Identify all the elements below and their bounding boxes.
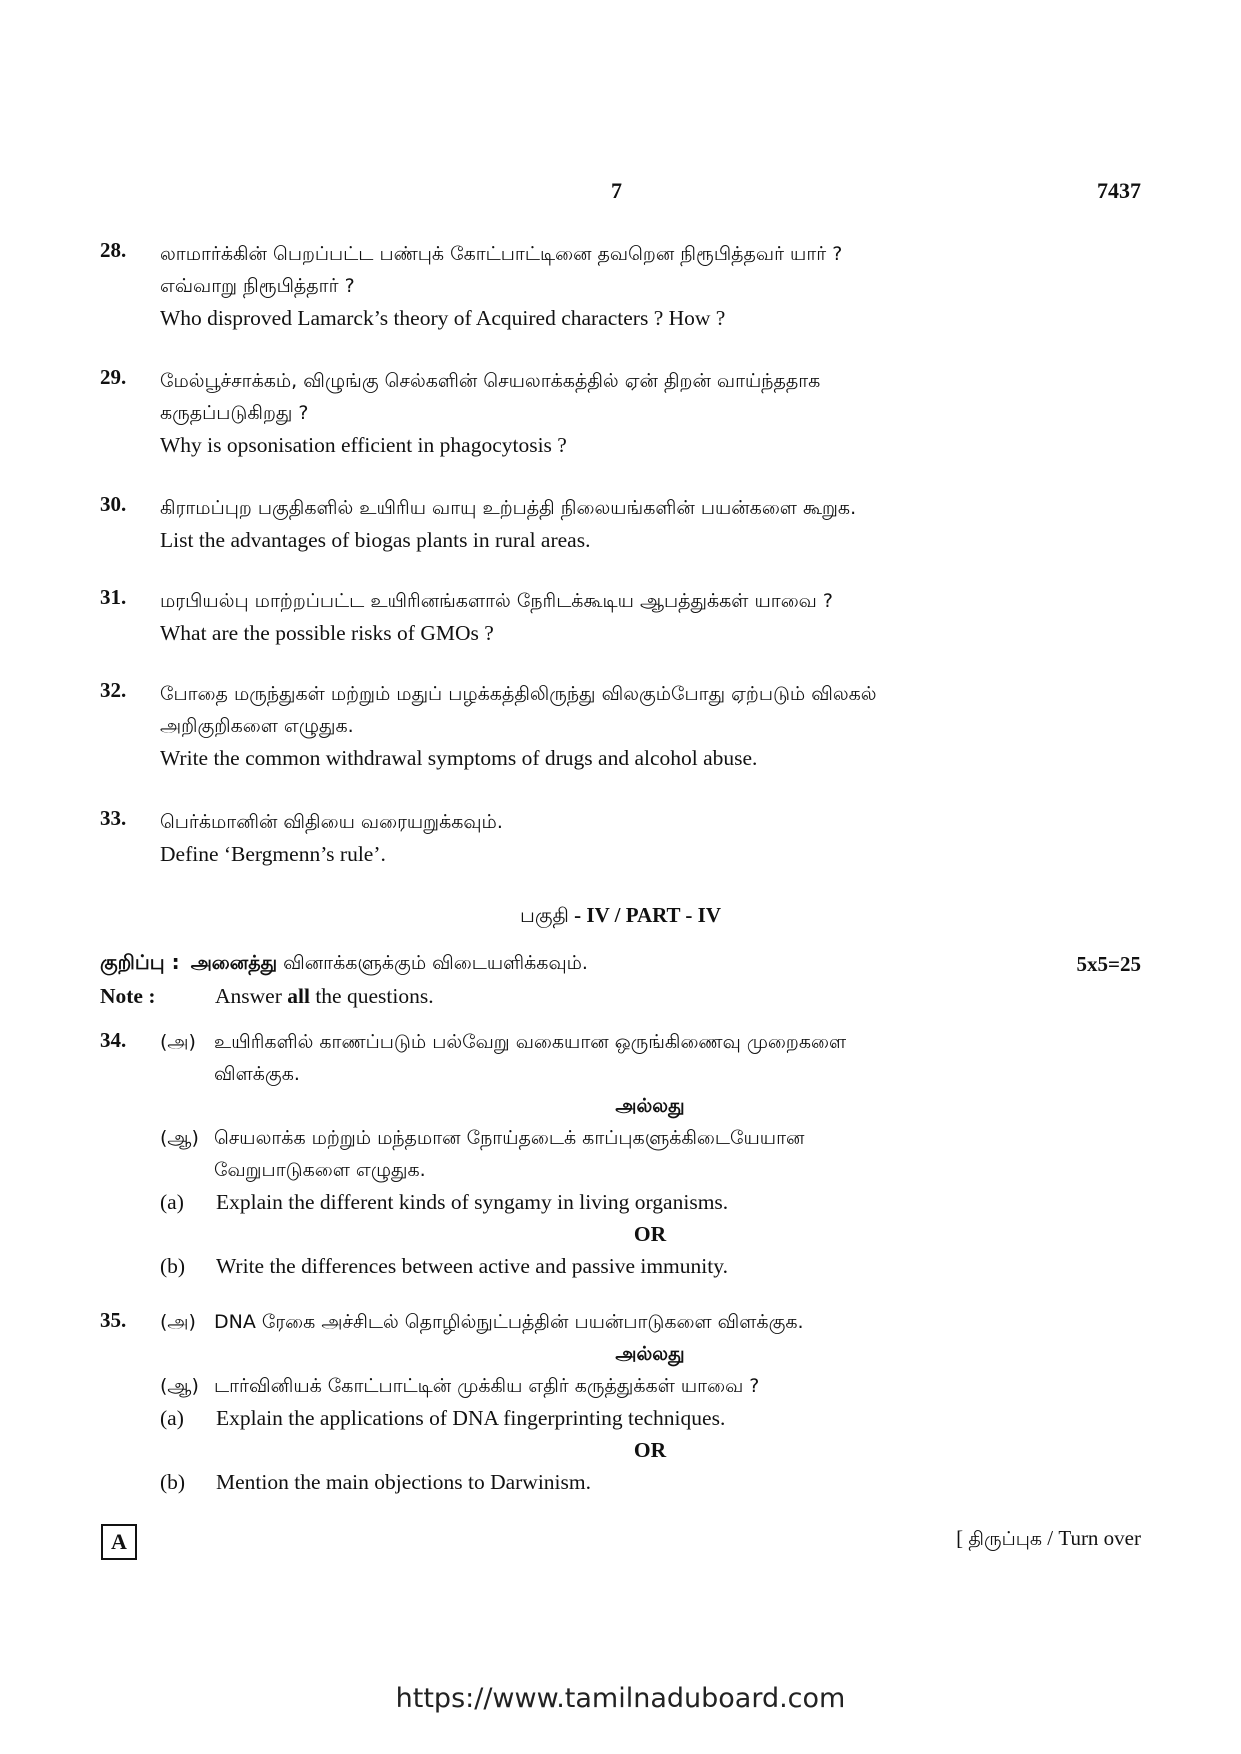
option-label: (b) xyxy=(160,1470,186,1494)
option-label: (அ) xyxy=(160,1311,196,1333)
note-label-tamil: குறிப்பு : xyxy=(100,950,180,974)
option-b-tamil xyxy=(160,1370,1140,1402)
question-29 xyxy=(100,365,1140,461)
option-a-tamil xyxy=(160,1026,1140,1090)
question-tamil-line: அறிகுறிகளை எழுதுக. xyxy=(160,715,354,737)
option-b-english xyxy=(160,1466,1140,1498)
question-tamil-line: மேல்பூச்சாக்கம், விழுங்கு செல்களின் செயலாக்கத்தில் ஏன் திறன் வாய்ந்ததாக xyxy=(160,370,821,392)
note-rest-tamil: வினாக்களுக்கும் விடையளிக்கவும். xyxy=(277,952,588,974)
note-english-pre: Answer xyxy=(215,984,288,1008)
paper-code: 7437 xyxy=(1097,178,1141,203)
question-tamil-line: கிராமப்புற பகுதிகளில் உயிரிய வாயு உற்பத்தி நிலையங்களின் பயன்களை கூறுக. xyxy=(160,497,857,519)
question-34 xyxy=(100,1026,1140,1282)
note-tamil-row xyxy=(100,950,1140,977)
option-a-english xyxy=(160,1402,1140,1434)
question-28 xyxy=(100,238,1140,334)
question-number: 30. xyxy=(100,492,127,516)
option-text-line: வேறுபாடுகளை எழுதுக. xyxy=(214,1159,426,1181)
or-english: OR xyxy=(633,1222,667,1246)
page-number: 7 xyxy=(611,178,622,203)
turn-over xyxy=(956,1526,1141,1553)
note-bold-tamil: அனைத்து xyxy=(190,952,278,974)
question-tamil-line: கருதப்படுகிறது ? xyxy=(160,402,309,424)
option-label: (ஆ) xyxy=(160,1375,199,1397)
question-tamil-line: மரபியல்பு மாற்றப்பட்ட உயிரினங்களால் நேரிடக்கூடிய ஆபத்துக்கள் யாவை ? xyxy=(160,590,833,612)
question-number: 33. xyxy=(100,806,127,830)
option-text-line: DNA ரேகை அச்சிடல் தொழில்நுட்பத்தின் பயன்பாடுகளை விளக்குக. xyxy=(214,1311,804,1333)
question-tamil-line: லாமார்க்கின் பெறப்பட்ட பண்புக் கோட்பாட்டினை தவறென நிரூபித்தவர் யார் ? xyxy=(160,243,843,265)
question-tamil-line: எவ்வாறு நிரூபித்தார் ? xyxy=(160,275,355,297)
option-text-line: விளக்குக. xyxy=(214,1063,300,1085)
question-tamil-line: பெர்க்மானின் விதியை வரையறுக்கவும். xyxy=(160,811,503,833)
or-tamil: அல்லது xyxy=(615,1095,685,1117)
question-number: 35. xyxy=(100,1308,127,1332)
part-heading-tamil: பகுதி xyxy=(519,903,569,927)
option-label: (ஆ) xyxy=(160,1127,199,1149)
marks: 5x5=25 xyxy=(1076,952,1141,976)
question-english: Write the common withdrawal symptoms of drugs and alcohol abuse. xyxy=(160,746,758,770)
question-english: What are the possible risks of GMOs ? xyxy=(160,621,494,645)
question-number: 28. xyxy=(100,238,127,262)
question-31 xyxy=(100,585,1140,649)
turn-over-english: / Turn over xyxy=(1042,1526,1141,1550)
option-label: (a) xyxy=(160,1406,184,1430)
question-english: Who disproved Lamarck’s theory of Acquired characters ? How ? xyxy=(160,306,726,330)
question-english: Define ‘Bergmenn’s rule’. xyxy=(160,842,386,866)
part-heading-english: - IV / PART - IV xyxy=(568,903,722,927)
part-heading xyxy=(0,902,1241,930)
option-text-line: செயலாக்க மற்றும் மந்தமான நோய்தடைக் காப்புகளுக்கிடையேயான xyxy=(214,1127,805,1149)
note-english-row xyxy=(100,980,1140,1012)
note-label-english: Note : xyxy=(100,984,156,1008)
option-b-tamil xyxy=(160,1122,1140,1186)
turn-over-tamil: திருப்புக xyxy=(968,1528,1043,1550)
note-english-post: the questions. xyxy=(309,984,434,1008)
series-box: A xyxy=(101,1524,137,1560)
option-text: Mention the main objections to Darwinism. xyxy=(216,1470,592,1494)
note-english-bold: all xyxy=(287,984,310,1008)
question-english: Why is opsonisation efficient in phagocytosis ? xyxy=(160,433,567,457)
option-text: Explain the different kinds of syngamy in living organisms. xyxy=(216,1190,729,1214)
question-32 xyxy=(100,678,1140,774)
question-number: 34. xyxy=(100,1028,127,1052)
option-label: (அ) xyxy=(160,1031,196,1053)
option-a-tamil xyxy=(160,1306,1140,1338)
question-tamil-line: போதை மருந்துகள் மற்றும் மதுப் பழக்கத்திலிருந்து விலகும்போது ஏற்படும் விலகல் xyxy=(160,683,877,705)
turn-over-bracket: [ xyxy=(956,1526,969,1550)
question-number: 31. xyxy=(100,585,127,609)
source-url: https://www.tamilnaduboard.com xyxy=(395,1683,846,1714)
option-a-english xyxy=(160,1186,1140,1218)
question-number: 32. xyxy=(100,678,127,702)
option-label: (b) xyxy=(160,1254,186,1278)
option-text: Explain the applications of DNA fingerprinting techniques. xyxy=(216,1406,726,1430)
question-number: 29. xyxy=(100,365,127,389)
option-b-english xyxy=(160,1250,1140,1282)
option-label: (a) xyxy=(160,1190,184,1214)
question-english: List the advantages of biogas plants in rural areas. xyxy=(160,528,591,552)
option-text: Write the differences between active and passive immunity. xyxy=(216,1254,728,1278)
or-tamil: அல்லது xyxy=(615,1343,685,1365)
option-text-line: டார்வினியக் கோட்பாட்டின் முக்கிய எதிர் கருத்துக்கள் யாவை ? xyxy=(214,1375,760,1397)
question-33 xyxy=(100,806,1140,870)
question-30 xyxy=(100,492,1140,556)
option-text-line: உயிரிகளில் காணப்படும் பல்வேறு வகையான ஒருங்கிணைவு முறைகளை xyxy=(214,1031,847,1053)
question-35 xyxy=(100,1306,1140,1498)
or-english: OR xyxy=(633,1438,667,1462)
